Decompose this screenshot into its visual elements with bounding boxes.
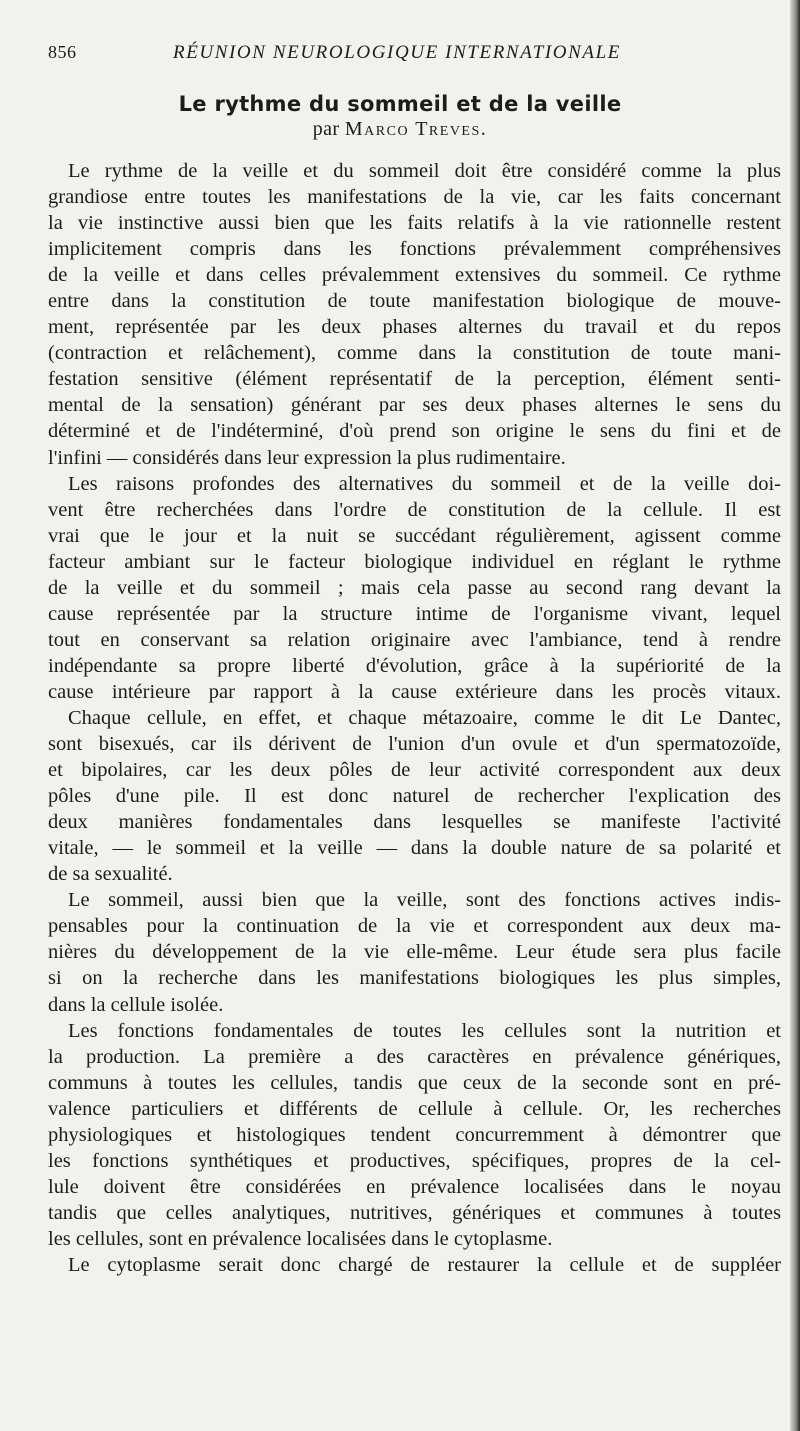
text-line: tandis que celles analytiques, nutritives, génériques et communes à toutes bbox=[48, 1201, 781, 1224]
text-line: les cellules, sont en prévalence localisées dans le cytoplasme. bbox=[48, 1227, 553, 1250]
author-name: Marco Treves. bbox=[344, 118, 488, 140]
text-line: dans la cellule isolée. bbox=[48, 993, 224, 1016]
text-line: indépendante sa propre liberté d'évolution, grâce à la supériorité de la bbox=[48, 654, 781, 677]
text-line: cause représentée par la structure intime de l'organisme vivant, lequel bbox=[48, 602, 781, 625]
text-line: Le sommeil, aussi bien que la veille, sont des fonctions actives indis- bbox=[68, 889, 781, 912]
text-line: la production. La première a des caractères en prévalence génériques, bbox=[48, 1045, 781, 1068]
text-line: physiologiques et histologiques tendent concurremment à démontrer que bbox=[48, 1123, 781, 1146]
text-line: nières du développement de la vie elle-même. Leur étude sera plus facile bbox=[48, 941, 781, 964]
text-line: deux manières fondamentales dans lesquelles se manifeste l'activité bbox=[48, 811, 781, 834]
text-line: Le rythme de la veille et du sommeil doit être considéré comme la plus bbox=[68, 160, 781, 182]
text-line: Chaque cellule, en effet, et chaque métazoaire, comme le dit Le Dantec, bbox=[68, 706, 781, 729]
text-line: déterminé et de l'indéterminé, d'où prend son origine le sens du fini et de bbox=[48, 420, 781, 443]
text-line: de sa sexualité. bbox=[48, 863, 173, 886]
text-line: si on la recherche dans les manifestations biologiques les plus simples, bbox=[48, 967, 781, 990]
running-head bbox=[48, 42, 778, 68]
text-line: grandiose entre toutes les manifestations de la vie, car les faits concernant bbox=[48, 186, 781, 209]
text-line: l'infini — considérés dans leur expression la plus rudimentaire. bbox=[48, 446, 566, 469]
text-line: lule doivent être considérées en prévalence localisées dans le noyau bbox=[48, 1175, 781, 1198]
text-line: les fonctions synthétiques et productives, spécifiques, propres de la cel- bbox=[48, 1149, 781, 1172]
text-line: de la veille et du sommeil ; mais cela passe au second rang devant la bbox=[48, 576, 781, 599]
text-line: pôles d'une pile. Il est donc naturel de rechercher l'explication des bbox=[48, 785, 781, 808]
text-line: implicitement compris dans les fonctions prévalemment compréhensives bbox=[48, 238, 781, 261]
text-line: vitale, — le sommeil et la veille — dans la double nature de sa polarité et bbox=[48, 837, 781, 860]
text-line: ment, représentée par les deux phases alternes du travail et du repos bbox=[48, 316, 781, 339]
journal-title: RÉUNION NEUROLOGIQUE INTERNATIONALE bbox=[173, 42, 621, 63]
text-line: et bipolaires, car les deux pôles de leur activité correspondent aux deux bbox=[48, 759, 781, 782]
text-line: tout en conservant sa relation originaire avec l'ambiance, tend à rendre bbox=[48, 628, 781, 651]
byline bbox=[0, 118, 800, 141]
text-line: pensables pour la continuation de la vie et correspondent aux deux ma- bbox=[48, 915, 781, 938]
text-line: communs à toutes les cellules, tandis que ceux de la seconde sont en pré- bbox=[48, 1071, 781, 1094]
book-spine-shadow bbox=[790, 0, 800, 1431]
text-line: facteur ambiant sur le facteur biologique individuel en réglant le rythme bbox=[48, 550, 781, 573]
text-line: vrai que le jour et la nuit se succédant régulièrement, agissent comme bbox=[48, 524, 781, 547]
text-line: vent être recherchées dans l'ordre de constitution de la cellule. Il est bbox=[48, 498, 781, 521]
text-line: Les fonctions fondamentales de toutes les cellules sont la nutrition et bbox=[68, 1019, 781, 1042]
article-title: Le rythme du sommeil et de la veille bbox=[178, 92, 622, 116]
text-line: entre dans la constitution de toute manifestation biologique de mouve- bbox=[48, 290, 781, 313]
article-body bbox=[48, 158, 781, 1278]
text-line: cause intérieure par rapport à la cause extérieure dans les procès vitaux. bbox=[48, 680, 781, 703]
text-line: Les raisons profondes des alternatives du sommeil et de la veille doi- bbox=[68, 472, 781, 495]
text-line: mental de la sensation) générant par ses deux phases alternes le sens du bbox=[48, 394, 781, 417]
text-line: la vie instinctive aussi bien que les faits relatifs à la vie rationnelle restent bbox=[48, 212, 781, 235]
text-line: festation sensitive (élément représentatif de la perception, élément senti- bbox=[48, 368, 781, 391]
text-line: sont bisexués, car ils dérivent de l'union d'un ovule et d'un spermatozoïde, bbox=[48, 733, 781, 756]
text-line: (contraction et relâchement), comme dans la constitution de toute mani- bbox=[48, 342, 781, 365]
text-line: valence particuliers et différents de cellule à cellule. Or, les recherches bbox=[48, 1097, 781, 1120]
page-number: 856 bbox=[48, 42, 77, 62]
byline-prefix: par bbox=[312, 118, 340, 140]
text-line: Le cytoplasme serait donc chargé de restaurer la cellule et de suppléer bbox=[68, 1253, 781, 1276]
text-line: de la veille et dans celles prévalemment extensives du sommeil. Ce rythme bbox=[48, 264, 781, 287]
